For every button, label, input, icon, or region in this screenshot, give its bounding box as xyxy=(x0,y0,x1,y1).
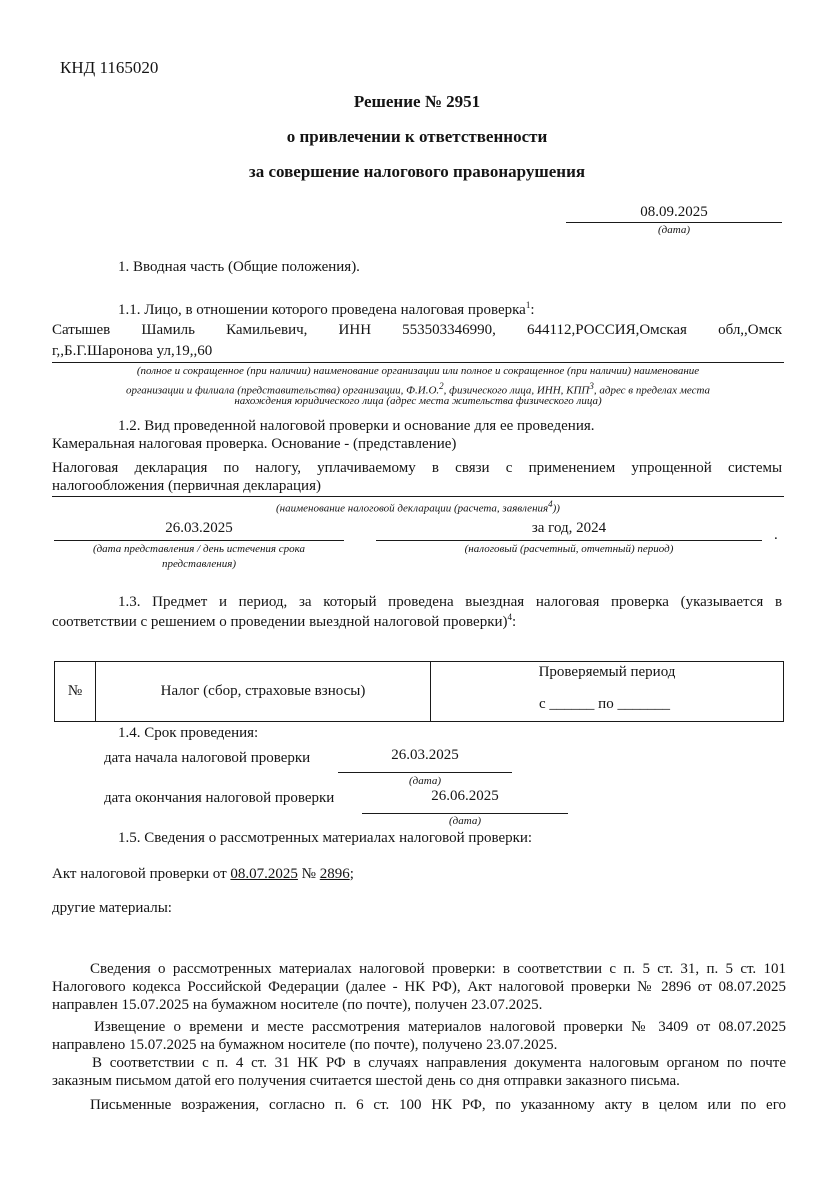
tax-period-table xyxy=(54,661,784,722)
paragraph-3: В соответствии с п. 4 ст. 31 НК РФ в случаях направления документа налоговым органом по почте заказным письмом датой его получения считается шестой день со дня отправки заказного письма. xyxy=(52,1055,786,1089)
end-date-caption: (дата) xyxy=(449,815,481,827)
submission-date: 26.03.2025 xyxy=(165,520,233,536)
paragraph-4: Письменные возражения, согласно п. 6 ст. 100 НК РФ, по указанному акту в целом или по его xyxy=(90,1097,786,1113)
inspection-kind: Камеральная налоговая проверка. Основание - (представление) xyxy=(52,436,457,452)
document-title: Решение № 2951 xyxy=(353,92,481,111)
section-1-heading: 1. Вводная часть (Общие положения). xyxy=(118,259,360,275)
section-1-3-line-1: 1.3. Предмет и период, за который проведена выездная налоговая проверка (указывается в xyxy=(118,594,783,610)
declaration-line-1: Налоговая декларация по налогу, уплачиваемому в связи с применением упрощенной системы xyxy=(52,460,783,476)
start-date-label: дата начала налоговой проверки xyxy=(104,750,311,766)
column-number-header: № xyxy=(55,662,96,722)
start-date-value: 26.03.2025 xyxy=(391,747,459,763)
document-subtitle-2: за совершение налогового правонарушения xyxy=(248,162,586,181)
person-caption-c: нахождения юридического лица (адрес места жительства физического лица) xyxy=(234,395,602,407)
act-number: 2896 xyxy=(319,866,350,882)
section-1-4-heading: 1.4. Срок проведения: xyxy=(118,725,259,741)
period-caption: (налоговый (расчетный, отчетный) период) xyxy=(464,543,674,555)
column-period-header xyxy=(431,662,784,722)
submission-caption-1: (дата представления / день истечения срока xyxy=(92,543,306,555)
form-code: КНД 1165020 xyxy=(60,58,159,77)
period-underline xyxy=(376,540,762,541)
section-1-5-heading: 1.5. Сведения о рассмотренных материалах налоговой проверки: xyxy=(118,830,533,846)
table-row xyxy=(55,662,784,722)
person-caption-a: (полное и сокращенное (при наличии) наименование организации или полное и сокращенное (при наличии) наименование xyxy=(136,365,700,377)
person-line-2: г,,Б.Г.Шаронова ул,19,,60 xyxy=(52,343,213,359)
from-blank: ______ xyxy=(549,696,595,712)
end-date-label: дата окончания налоговой проверки xyxy=(104,790,335,806)
act-date: 08.07.2025 xyxy=(230,866,298,882)
to-blank: _______ xyxy=(617,696,670,712)
tax-period: за год, 2024 xyxy=(531,520,607,536)
section-1-3-line-2: соответствии с решением о проведении выездной налоговой проверки)$^4$: xyxy=(52,612,517,630)
column-tax-header: Налог (сбор, страховые взносы) xyxy=(96,662,431,722)
submission-caption-2: представления) xyxy=(161,558,237,570)
person-underline xyxy=(52,362,784,363)
date-caption: (дата) xyxy=(658,224,690,236)
declaration-line-2: налогообложения (первичная декларация) xyxy=(52,478,321,494)
decision-date: 08.09.2025 xyxy=(640,204,708,220)
to-label: по xyxy=(598,696,614,712)
period-header-label: Проверяемый период xyxy=(538,664,676,680)
start-date-caption: (дата) xyxy=(409,775,441,787)
paragraph-2: Извещение о времени и месте рассмотрения материалов налоговой проверки № 3409 от 08.07.2025 направлено 15.07.2025 на бумажном носителе (по почте), получено 23.07.2025. xyxy=(52,1019,786,1053)
section-1-1-label: 1.1. Лицо, в отношении которого проведена налоговая проверка$^1$: xyxy=(118,300,535,318)
period-range xyxy=(539,696,670,713)
period-trailing-dot: . xyxy=(774,527,778,543)
section-1-2-label: 1.2. Вид проведенной налоговой проверки и основание для ее проведения. xyxy=(118,418,595,434)
submission-underline xyxy=(54,540,344,541)
declaration-caption: (наименование налоговой декларации (расчета, заявления$^4$)) xyxy=(276,499,560,515)
paragraph-1: Сведения о рассмотренных материалах налоговой проверки: в соответствии с п. 5 ст. 31, п. 5 ст. 101 Налогового кодекса Российской Федерации (далее - НК РФ), Акт налоговой проверки № 2896 от 08.07.2025 направлен 15.07.2025 на бумажном носителе (по почте), получен 23.07.2025. xyxy=(52,961,786,1013)
start-date-underline xyxy=(338,772,512,773)
other-materials: другие материалы: xyxy=(52,900,172,916)
act-line: Акт налоговой проверки от 08.07.2025 № 2896; xyxy=(52,866,354,882)
document-subtitle-1: о привлечении к ответственности xyxy=(286,127,548,146)
from-label: с xyxy=(539,696,546,712)
person-caption-b: организации и филиала (представительства) организации, Ф.И.О.$^2$, физического лица, ИНН, КПП$^3$, адрес в пределах места xyxy=(125,381,711,397)
end-date-value: 26.06.2025 xyxy=(431,788,499,804)
person-line-1: Сатышев Шамиль Камильевич, ИНН 553503346990, 644112,РОССИЯ,Омская обл,,Омск xyxy=(52,322,783,338)
